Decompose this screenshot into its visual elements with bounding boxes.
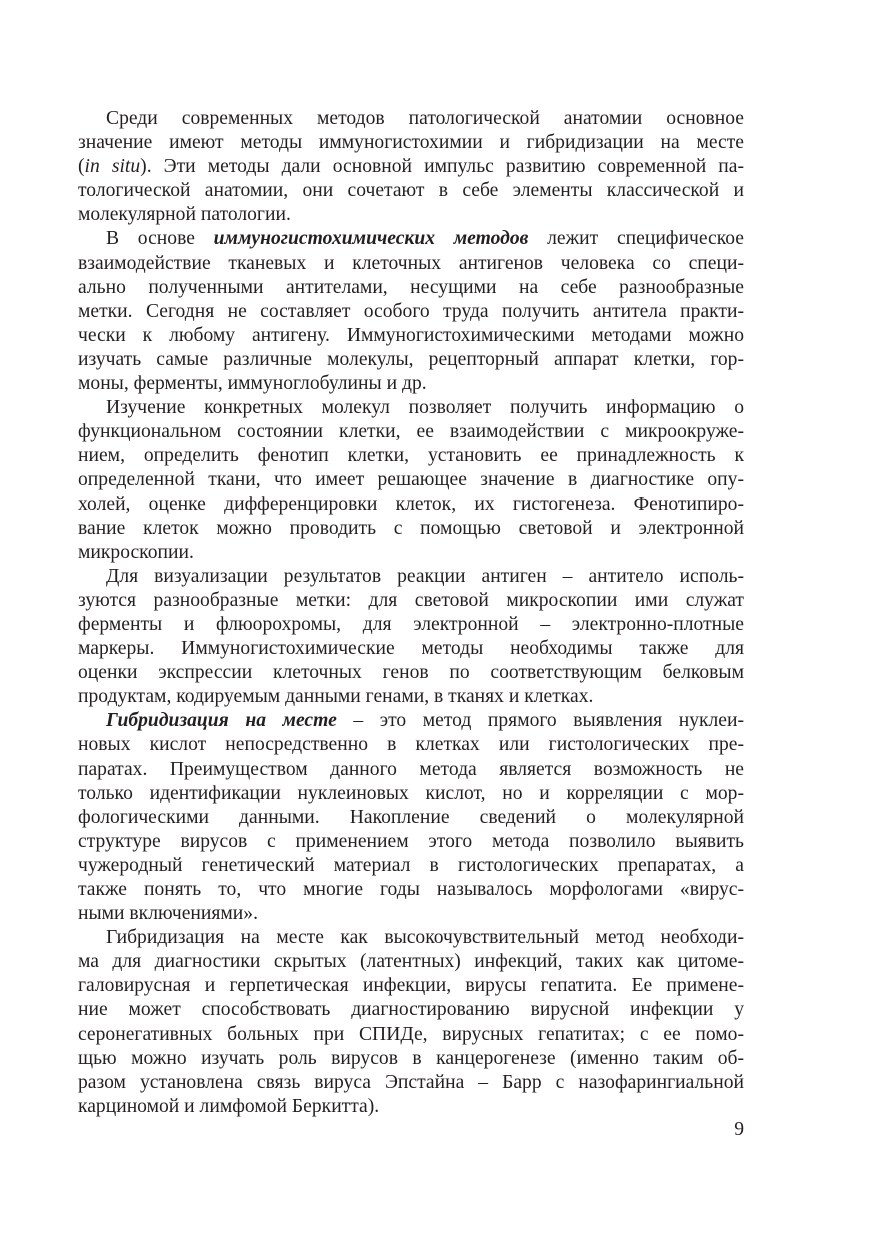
text-line: маркеры. Иммуногистохимические методы необходимы также для [78,638,744,660]
text-line: чужеродный генетический материал в гистологических препаратах, а [78,854,744,876]
text-line: Гибридизация на месте как высокочувствительный метод необходи- [106,927,744,949]
key-term: иммуногистохимических методов [213,228,529,250]
text-line: моны, ферменты, иммуноглобулины и др. [78,373,427,395]
text-line: ма для диагностики скрытых (латентных) инфекций, таких как цитоме- [78,951,744,973]
text-line: чески к любому антигену. Иммуногистохимическими методами можно [78,324,744,346]
text-line: разом установлена связь вируса Эпстайна – Барр с назофарингиальной [78,1071,744,1093]
text-line: фологическими данными. Накопление сведений о молекулярной [78,806,744,828]
paragraph [78,227,744,396]
text-line: оценки экспрессии клеточных генов по соответствующим белковым [78,662,744,684]
paragraph [78,709,744,926]
text-line: (in situ). Эти методы дали основной импульс развитию современной па- [78,156,745,178]
text-line: тологической анатомии, они сочетают в себе элементы классической и [78,180,744,202]
text-line: карциномой и лимфомой Беркитта). [78,1095,380,1117]
text-line: нием, определить фенотип клетки, установить ее принадлежность к [78,445,744,467]
page-number: 9 [734,1119,744,1140]
text-line: ными включениями». [78,903,258,925]
key-term: Гибридизация на месте [106,710,337,732]
text-line: вание клеток можно проводить с помощью световой и электронной [78,517,744,539]
paragraph [78,107,744,227]
text-line: новых кислот непосредственно в клетках или гистологических пре- [78,734,744,756]
text-line: также понять то, что многие годы называлось морфологами «вирус- [78,879,744,900]
text-line: молекулярной патологии. [78,204,291,226]
text-line: серонегативных больных при СПИДе, вирусных гепатитах; с ее помо- [78,1023,744,1045]
text-line: структуре вирусов с применением этого метода позволило выявить [78,830,744,852]
text-line: изучать самые различные молекулы, рецепторный аппарат клетки, гор- [78,348,744,370]
text-line: значение имеют методы иммуногистохимии и гибридизации на месте [78,132,744,154]
text-line: зуются разнообразные метки: для световой микроскопии ими служат [78,589,744,611]
text-line: Среди современных методов патологической анатомии основное [106,108,744,129]
text-line: Гибридизация на месте – это метод прямого выявления нуклеи- [106,710,744,732]
text-line: функциональном состоянии клетки, ее взаимодействии с микроокруже- [78,421,744,443]
text-line: ферменты и флюорохромы, для электронной – электронно-плотные [78,613,744,635]
text-line: продуктам, кодируемым данными генами, в тканях и клетках. [78,686,594,708]
text-line: В основе иммуногистохимических методов лежит специфическое [106,228,744,250]
text-line: взаимодействие тканевых и клеточных антигенов человека со специ- [78,252,744,274]
text-line: галовирусная и герпетическая инфекции, вирусы гепатита. Ее примене- [78,975,744,997]
text-line: только идентификации нуклеиновых кислот, но и корреляции с мор- [78,782,744,804]
paragraph [78,565,744,710]
body-text [78,107,744,1119]
text-line: Для визуализации результатов реакции антиген – антитело исполь- [106,565,744,587]
paragraph [78,926,744,1119]
text-line: ние может способствовать диагностированию вирусной инфекции у [78,999,744,1021]
text-line: микроскопии. [78,541,194,563]
text-line: определенной ткани, что имеет решающее значение в диагностике опу- [78,469,744,491]
text-line: паратах. Преимуществом данного метода является возможность не [78,758,744,780]
text-line: ально полученными антителами, несущими на себе разнообразные [78,276,744,298]
text-line: Изучение конкретных молекул позволяет получить информацию о [106,397,744,419]
text-line: щью можно изучать роль вирусов в канцерогенезе (именно таким об- [78,1047,744,1069]
text-line: метки. Сегодня не составляет особого труда получить антитела практи- [78,300,744,322]
paragraph [78,396,744,565]
text-line: холей, оценке дифференцировки клеток, их гистогенеза. Фенотипиро- [78,493,744,515]
italic-term: in situ [84,156,141,178]
